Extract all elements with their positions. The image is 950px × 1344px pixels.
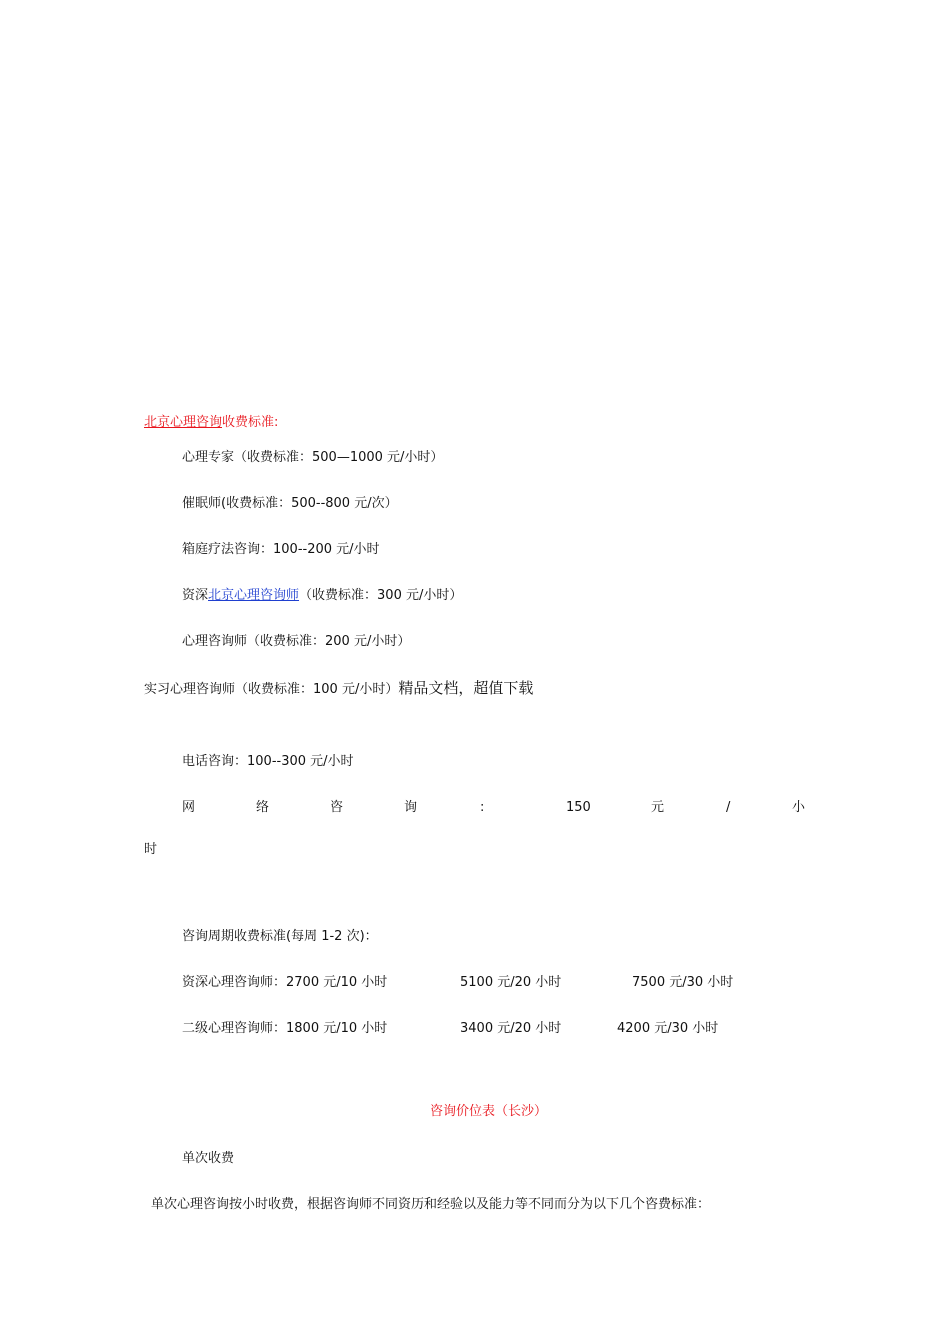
cycle-row-30h: 4200 元/30 小时 bbox=[617, 1021, 719, 1036]
changsha-price-title: 咨询价位表（长沙） bbox=[430, 1104, 548, 1119]
senior-prefix: 资深 bbox=[182, 588, 209, 603]
network-char: 络 bbox=[256, 800, 270, 815]
senior-suffix: （收费标准：300 元/小时） bbox=[299, 588, 463, 603]
network-char: : bbox=[480, 800, 485, 815]
network-char: 小 bbox=[792, 800, 806, 815]
fee-item-counselor: 心理咨询师（收费标准：200 元/小时） bbox=[182, 634, 411, 649]
fee-item-phone: 电话咨询：100--300 元/小时 bbox=[182, 754, 354, 769]
network-char: 咨 bbox=[330, 800, 344, 815]
beijing-counseling-link[interactable]: 北京心理咨询 bbox=[144, 415, 223, 430]
fee-item-expert: 心理专家（收费标准：500—1000 元/小时） bbox=[182, 450, 444, 465]
cycle-row-label: 资深心理咨询师：2700 元/10 小时 bbox=[182, 975, 388, 990]
beijing-counselor-link[interactable]: 北京心理咨询师 bbox=[208, 588, 300, 603]
network-char: 网 bbox=[182, 800, 196, 815]
network-char: 150 bbox=[566, 800, 591, 815]
cycle-row-label: 二级心理咨询师：1800 元/10 小时 bbox=[182, 1021, 388, 1036]
cycle-row-20h: 5100 元/20 小时 bbox=[460, 975, 562, 990]
network-char: / bbox=[726, 800, 731, 815]
fee-item-intern bbox=[144, 679, 533, 699]
single-fee-heading: 单次收费 bbox=[182, 1151, 235, 1166]
heading-suffix: 收费标准: bbox=[222, 415, 279, 430]
cycle-row-30h: 7500 元/30 小时 bbox=[632, 975, 734, 990]
beijing-fee-heading bbox=[144, 414, 278, 432]
fee-item-hypnotist: 催眠师(收费标准：500--800 元/次） bbox=[182, 496, 398, 511]
single-fee-description: 单次心理咨询按小时收费，根据咨询师不同资历和经验以及能力等不同而分为以下几个咨费标准： bbox=[151, 1197, 711, 1212]
network-char: 询 bbox=[404, 800, 418, 815]
fee-item-sandplay: 箱庭疗法咨询：100--200 元/小时 bbox=[182, 542, 380, 557]
cycle-title: 咨询周期收费标准(每周 1-2 次)： bbox=[182, 929, 378, 944]
intern-text: 实习心理咨询师（收费标准：100 元/小时） bbox=[144, 682, 399, 697]
promo-text: 精品文档，超值下载 bbox=[398, 679, 534, 697]
network-wrap-char: 时 bbox=[144, 842, 158, 857]
fee-item-senior bbox=[182, 587, 462, 605]
cycle-row-20h: 3400 元/20 小时 bbox=[460, 1021, 562, 1036]
network-char: 元 bbox=[651, 800, 665, 815]
